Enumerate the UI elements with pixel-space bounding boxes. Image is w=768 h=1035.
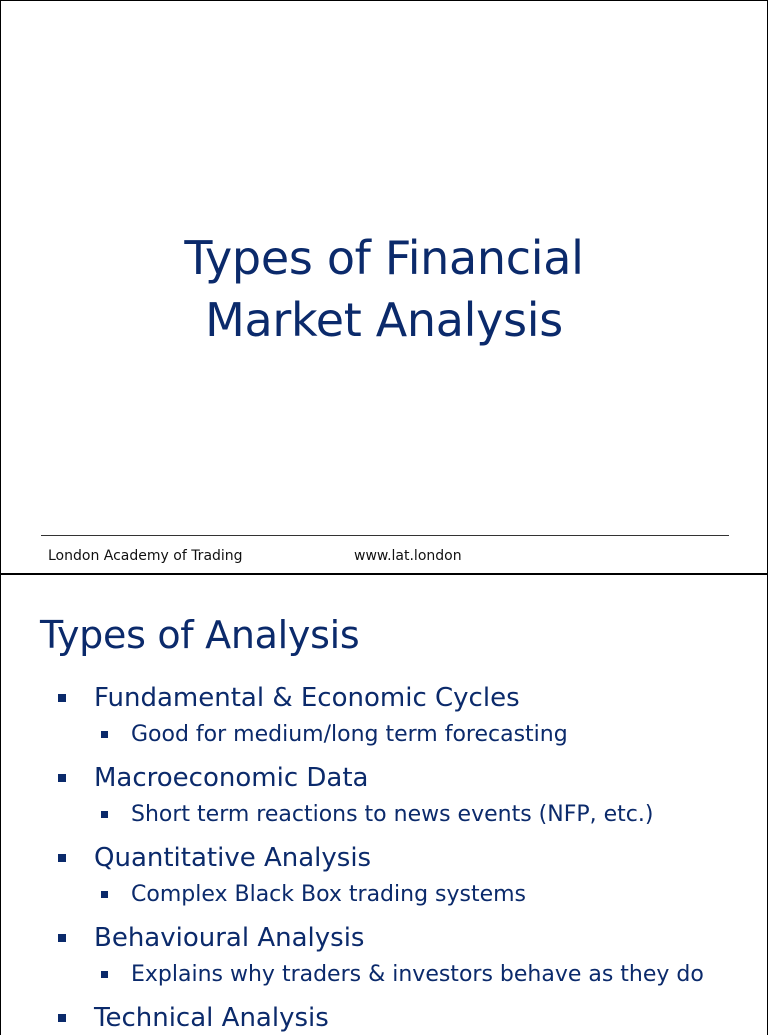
square-bullet-icon (58, 694, 66, 702)
square-bullet-icon (101, 971, 108, 978)
bullet-item (1, 841, 767, 880)
bullet-label: Macroeconomic Data (94, 763, 369, 793)
bullet-label: Technical Analysis (94, 1003, 329, 1033)
square-bullet-icon (101, 811, 108, 818)
bullet-label: Behavioural Analysis (94, 923, 365, 953)
footer-website: www.lat.london (354, 548, 462, 564)
sub-bullet-label: Good for medium/long term forecasting (131, 722, 568, 747)
footer-divider (41, 535, 729, 536)
bullet-item (1, 1001, 767, 1035)
square-bullet-icon (58, 854, 66, 862)
slide-title-line-2: Market Analysis (205, 293, 563, 347)
bullet-item (1, 921, 767, 960)
slide-title-line-1: Types of Financial (184, 231, 584, 285)
bullet-item (1, 681, 767, 720)
slide-heading: Types of Analysis (40, 613, 360, 657)
sub-bullet-label: Explains why traders & investors behave as they do (131, 962, 704, 987)
bullet-label: Fundamental & Economic Cycles (94, 683, 520, 713)
square-bullet-icon (58, 1014, 66, 1022)
sub-bullet-item (1, 720, 767, 761)
square-bullet-icon (101, 891, 108, 898)
footer-organization: London Academy of Trading (48, 548, 243, 564)
square-bullet-icon (58, 774, 66, 782)
sub-bullet-item (1, 880, 767, 921)
sub-bullet-label: Complex Black Box trading systems (131, 882, 527, 907)
square-bullet-icon (58, 934, 66, 942)
sub-bullet-label: Short term reactions to news events (NFP, etc.) (131, 802, 654, 827)
slide-title (1, 227, 767, 351)
bullet-list (1, 681, 767, 1035)
square-bullet-icon (101, 731, 108, 738)
bullet-item (1, 761, 767, 800)
sub-bullet-item (1, 800, 767, 841)
content-slide (0, 574, 768, 1035)
sub-bullet-item (1, 960, 767, 1001)
bullet-label: Quantitative Analysis (94, 843, 372, 873)
